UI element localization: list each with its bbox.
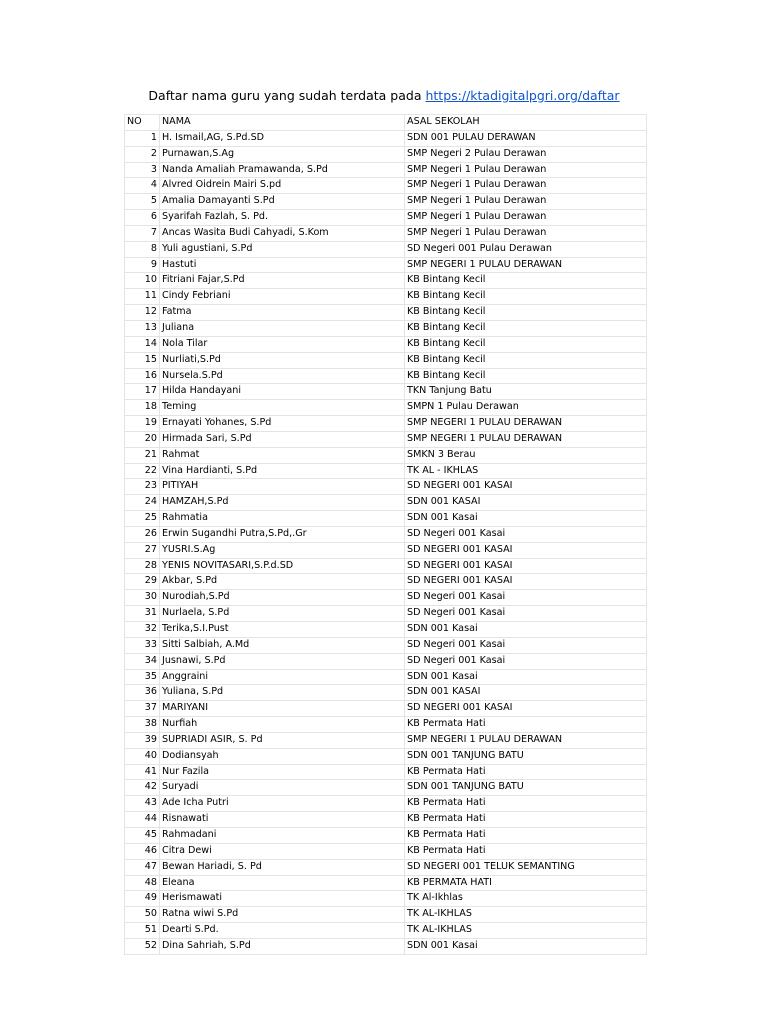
cell-nama: Rahmat: [160, 447, 405, 463]
table-row: [125, 162, 647, 178]
cell-no: 16: [125, 368, 160, 384]
cell-nama: Anggraini: [160, 669, 405, 685]
cell-nama: Yuliana, S.Pd: [160, 685, 405, 701]
cell-nama: PITIYAH: [160, 479, 405, 495]
cell-no: 13: [125, 320, 160, 336]
cell-asal-sekolah: SD NEGERI 001 KASAI: [405, 701, 647, 717]
cell-no: 48: [125, 875, 160, 891]
table-row: [125, 336, 647, 352]
cell-asal-sekolah: SMP Negeri 1 Pulau Derawan: [405, 178, 647, 194]
cell-no: 12: [125, 305, 160, 321]
cell-nama: SUPRIADI ASIR, S. Pd: [160, 732, 405, 748]
cell-no: 22: [125, 463, 160, 479]
table-row: [125, 400, 647, 416]
cell-no: 2: [125, 146, 160, 162]
cell-asal-sekolah: SMP NEGERI 1 PULAU DERAWAN: [405, 257, 647, 273]
cell-asal-sekolah: SMP Negeri 1 Pulau Derawan: [405, 210, 647, 226]
cell-nama: Erwin Sugandhi Putra,S.Pd,.Gr: [160, 526, 405, 542]
table-row: [125, 447, 647, 463]
table-row: [125, 463, 647, 479]
cell-asal-sekolah: SDN 001 TANJUNG BATU: [405, 780, 647, 796]
table-row: [125, 289, 647, 305]
cell-no: 42: [125, 780, 160, 796]
cell-asal-sekolah: KB Permata Hati: [405, 843, 647, 859]
table-row: [125, 923, 647, 939]
table-row: [125, 368, 647, 384]
registration-link[interactable]: https://ktadigitalpgri.org/daftar: [425, 88, 620, 103]
cell-nama: Cindy Febriani: [160, 289, 405, 305]
cell-no: 32: [125, 622, 160, 638]
cell-nama: Nurfiah: [160, 717, 405, 733]
cell-no: 36: [125, 685, 160, 701]
table-row: [125, 875, 647, 891]
cell-nama: YENIS NOVITASARI,S.P.d.SD: [160, 558, 405, 574]
cell-no: 20: [125, 431, 160, 447]
cell-no: 24: [125, 495, 160, 511]
cell-nama: Citra Dewi: [160, 843, 405, 859]
table-row: [125, 273, 647, 289]
cell-no: 31: [125, 606, 160, 622]
cell-asal-sekolah: KB Permata Hati: [405, 812, 647, 828]
cell-nama: Nurlaela, S.Pd: [160, 606, 405, 622]
cell-no: 3: [125, 162, 160, 178]
cell-asal-sekolah: SMKN 3 Berau: [405, 447, 647, 463]
table-row: [125, 843, 647, 859]
cell-asal-sekolah: KB Permata Hati: [405, 717, 647, 733]
table-row: [125, 479, 647, 495]
cell-asal-sekolah: SMP NEGERI 1 PULAU DERAWAN: [405, 732, 647, 748]
cell-nama: Nola Tilar: [160, 336, 405, 352]
cell-nama: YUSRI.S.Ag: [160, 542, 405, 558]
table-row: [125, 827, 647, 843]
cell-no: 6: [125, 210, 160, 226]
cell-no: 29: [125, 574, 160, 590]
cell-asal-sekolah: SD Negeri 001 Kasai: [405, 653, 647, 669]
table-row: [125, 146, 647, 162]
table-row: [125, 431, 647, 447]
cell-asal-sekolah: SMP Negeri 1 Pulau Derawan: [405, 225, 647, 241]
cell-no: 47: [125, 859, 160, 875]
cell-no: 46: [125, 843, 160, 859]
table-row: [125, 732, 647, 748]
cell-asal-sekolah: TK AL-IKHLAS: [405, 923, 647, 939]
cell-nama: Fatma: [160, 305, 405, 321]
cell-nama: Ratna wiwi S.Pd: [160, 907, 405, 923]
table-row: [125, 748, 647, 764]
cell-asal-sekolah: SD NEGERI 001 TELUK SEMANTING: [405, 859, 647, 875]
cell-no: 28: [125, 558, 160, 574]
cell-asal-sekolah: TK Al-Ikhlas: [405, 891, 647, 907]
cell-no: 35: [125, 669, 160, 685]
table-row: [125, 495, 647, 511]
cell-asal-sekolah: SD Negeri 001 Kasai: [405, 637, 647, 653]
cell-no: 15: [125, 352, 160, 368]
cell-asal-sekolah: TK AL-IKHLAS: [405, 907, 647, 923]
cell-asal-sekolah: SD Negeri 001 Kasai: [405, 606, 647, 622]
cell-no: 51: [125, 923, 160, 939]
cell-nama: Terika,S.I.Pust: [160, 622, 405, 638]
cell-asal-sekolah: SMP Negeri 1 Pulau Derawan: [405, 162, 647, 178]
cell-asal-sekolah: KB Bintang Kecil: [405, 336, 647, 352]
cell-no: 40: [125, 748, 160, 764]
cell-no: 21: [125, 447, 160, 463]
cell-nama: Jusnawi, S.Pd: [160, 653, 405, 669]
cell-nama: HAMZAH,S.Pd: [160, 495, 405, 511]
cell-no: 17: [125, 384, 160, 400]
title-text: Daftar nama guru yang sudah terdata pada: [148, 88, 426, 103]
cell-asal-sekolah: KB Bintang Kecil: [405, 320, 647, 336]
cell-asal-sekolah: KB Permata Hati: [405, 827, 647, 843]
cell-nama: Syarifah Fazlah, S. Pd.: [160, 210, 405, 226]
table-header-row: [125, 115, 647, 131]
table-row: [125, 225, 647, 241]
cell-nama: Dina Sahriah, S.Pd: [160, 938, 405, 954]
cell-no: 11: [125, 289, 160, 305]
table-row: [125, 558, 647, 574]
table-row: [125, 701, 647, 717]
cell-nama: Fitriani Fajar,S.Pd: [160, 273, 405, 289]
cell-asal-sekolah: SDN 001 Kasai: [405, 511, 647, 527]
cell-no: 39: [125, 732, 160, 748]
cell-asal-sekolah: KB Bintang Kecil: [405, 352, 647, 368]
cell-asal-sekolah: SD Negeri 001 Kasai: [405, 526, 647, 542]
cell-no: 41: [125, 764, 160, 780]
cell-asal-sekolah: SD NEGERI 001 KASAI: [405, 479, 647, 495]
cell-asal-sekolah: KB Bintang Kecil: [405, 305, 647, 321]
cell-no: 8: [125, 241, 160, 257]
cell-nama: MARIYANI: [160, 701, 405, 717]
table-row: [125, 542, 647, 558]
cell-nama: Nurodiah,S.Pd: [160, 590, 405, 606]
cell-no: 52: [125, 938, 160, 954]
cell-nama: Nursela.S.Pd: [160, 368, 405, 384]
cell-no: 18: [125, 400, 160, 416]
table-row: [125, 891, 647, 907]
cell-asal-sekolah: KB Bintang Kecil: [405, 273, 647, 289]
cell-nama: Nanda Amaliah Pramawanda, S.Pd: [160, 162, 405, 178]
cell-no: 43: [125, 796, 160, 812]
table-row: [125, 511, 647, 527]
table-row: [125, 637, 647, 653]
cell-asal-sekolah: KB Bintang Kecil: [405, 368, 647, 384]
cell-no: 10: [125, 273, 160, 289]
table-row: [125, 812, 647, 828]
table-row: [125, 907, 647, 923]
table-row: [125, 130, 647, 146]
cell-no: 27: [125, 542, 160, 558]
table-row: [125, 606, 647, 622]
table-row: [125, 352, 647, 368]
cell-nama: Yuli agustiani, S.Pd: [160, 241, 405, 257]
cell-nama: Sitti Salbiah, A.Md: [160, 637, 405, 653]
cell-nama: Hirmada Sari, S.Pd: [160, 431, 405, 447]
table-row: [125, 780, 647, 796]
cell-nama: Eleana: [160, 875, 405, 891]
table-row: [125, 178, 647, 194]
cell-asal-sekolah: SD NEGERI 001 KASAI: [405, 558, 647, 574]
cell-no: 26: [125, 526, 160, 542]
table-row: [125, 194, 647, 210]
cell-nama: Vina Hardianti, S.Pd: [160, 463, 405, 479]
cell-asal-sekolah: TK AL - IKHLAS: [405, 463, 647, 479]
cell-nama: Amalia Damayanti S.Pd: [160, 194, 405, 210]
cell-asal-sekolah: SD Negeri 001 Kasai: [405, 590, 647, 606]
cell-nama: Hilda Handayani: [160, 384, 405, 400]
cell-no: 37: [125, 701, 160, 717]
cell-no: 44: [125, 812, 160, 828]
cell-asal-sekolah: SD NEGERI 001 KASAI: [405, 542, 647, 558]
table-row: [125, 685, 647, 701]
cell-no: 7: [125, 225, 160, 241]
cell-asal-sekolah: SDN 001 KASAI: [405, 495, 647, 511]
cell-asal-sekolah: SMP NEGERI 1 PULAU DERAWAN: [405, 416, 647, 432]
cell-nama: Alvred Oidrein Mairi S.pd: [160, 178, 405, 194]
table-row: [125, 210, 647, 226]
cell-asal-sekolah: KB Permata Hati: [405, 764, 647, 780]
table-row: [125, 590, 647, 606]
cell-no: 14: [125, 336, 160, 352]
cell-no: 50: [125, 907, 160, 923]
header-asal-sekolah: ASAL SEKOLAH: [405, 115, 647, 131]
cell-nama: Rahmatia: [160, 511, 405, 527]
cell-asal-sekolah: KB Permata Hati: [405, 796, 647, 812]
cell-asal-sekolah: SD NEGERI 001 KASAI: [405, 574, 647, 590]
cell-no: 38: [125, 717, 160, 733]
cell-nama: Akbar, S.Pd: [160, 574, 405, 590]
page-title: [0, 86, 768, 106]
table-row: [125, 622, 647, 638]
table-row: [125, 574, 647, 590]
cell-asal-sekolah: SDN 001 TANJUNG BATU: [405, 748, 647, 764]
header-no: NO: [125, 115, 160, 131]
cell-asal-sekolah: SD Negeri 001 Pulau Derawan: [405, 241, 647, 257]
cell-nama: Juliana: [160, 320, 405, 336]
cell-nama: Ade Icha Putri: [160, 796, 405, 812]
table-row: [125, 257, 647, 273]
cell-asal-sekolah: SDN 001 Kasai: [405, 938, 647, 954]
table-row: [125, 653, 647, 669]
cell-no: 23: [125, 479, 160, 495]
cell-nama: Dearti S.Pd.: [160, 923, 405, 939]
header-nama: NAMA: [160, 115, 405, 131]
cell-no: 34: [125, 653, 160, 669]
cell-asal-sekolah: SDN 001 KASAI: [405, 685, 647, 701]
cell-asal-sekolah: TKN Tanjung Batu: [405, 384, 647, 400]
cell-nama: Teming: [160, 400, 405, 416]
cell-asal-sekolah: SDN 001 PULAU DERAWAN: [405, 130, 647, 146]
cell-nama: Rahmadani: [160, 827, 405, 843]
table-row: [125, 764, 647, 780]
cell-nama: Suryadi: [160, 780, 405, 796]
cell-nama: Nur Fazila: [160, 764, 405, 780]
cell-nama: Herismawati: [160, 891, 405, 907]
cell-nama: Nurliati,S.Pd: [160, 352, 405, 368]
cell-asal-sekolah: SMPN 1 Pulau Derawan: [405, 400, 647, 416]
teacher-table: [124, 114, 647, 955]
table-row: [125, 859, 647, 875]
table-row: [125, 526, 647, 542]
cell-asal-sekolah: KB PERMATA HATI: [405, 875, 647, 891]
table-row: [125, 320, 647, 336]
cell-nama: Hastuti: [160, 257, 405, 273]
cell-no: 49: [125, 891, 160, 907]
cell-no: 30: [125, 590, 160, 606]
table-row: [125, 796, 647, 812]
cell-no: 25: [125, 511, 160, 527]
table-row: [125, 669, 647, 685]
table-row: [125, 416, 647, 432]
cell-nama: Risnawati: [160, 812, 405, 828]
cell-no: 45: [125, 827, 160, 843]
table-row: [125, 938, 647, 954]
cell-nama: Ancas Wasita Budi Cahyadi, S.Kom: [160, 225, 405, 241]
cell-no: 1: [125, 130, 160, 146]
cell-no: 5: [125, 194, 160, 210]
cell-no: 9: [125, 257, 160, 273]
cell-nama: Bewan Hariadi, S. Pd: [160, 859, 405, 875]
cell-nama: Purnawan,S.Ag: [160, 146, 405, 162]
cell-no: 19: [125, 416, 160, 432]
table-row: [125, 305, 647, 321]
cell-nama: Dodiansyah: [160, 748, 405, 764]
cell-no: 33: [125, 637, 160, 653]
table-row: [125, 241, 647, 257]
cell-asal-sekolah: SMP Negeri 1 Pulau Derawan: [405, 194, 647, 210]
cell-no: 4: [125, 178, 160, 194]
cell-asal-sekolah: SDN 001 Kasai: [405, 669, 647, 685]
table-row: [125, 384, 647, 400]
cell-asal-sekolah: SMP Negeri 2 Pulau Derawan: [405, 146, 647, 162]
cell-asal-sekolah: KB Bintang Kecil: [405, 289, 647, 305]
cell-nama: H. Ismail,AG, S.Pd.SD: [160, 130, 405, 146]
cell-asal-sekolah: SMP NEGERI 1 PULAU DERAWAN: [405, 431, 647, 447]
cell-nama: Ernayati Yohanes, S.Pd: [160, 416, 405, 432]
cell-asal-sekolah: SDN 001 Kasai: [405, 622, 647, 638]
table-row: [125, 717, 647, 733]
